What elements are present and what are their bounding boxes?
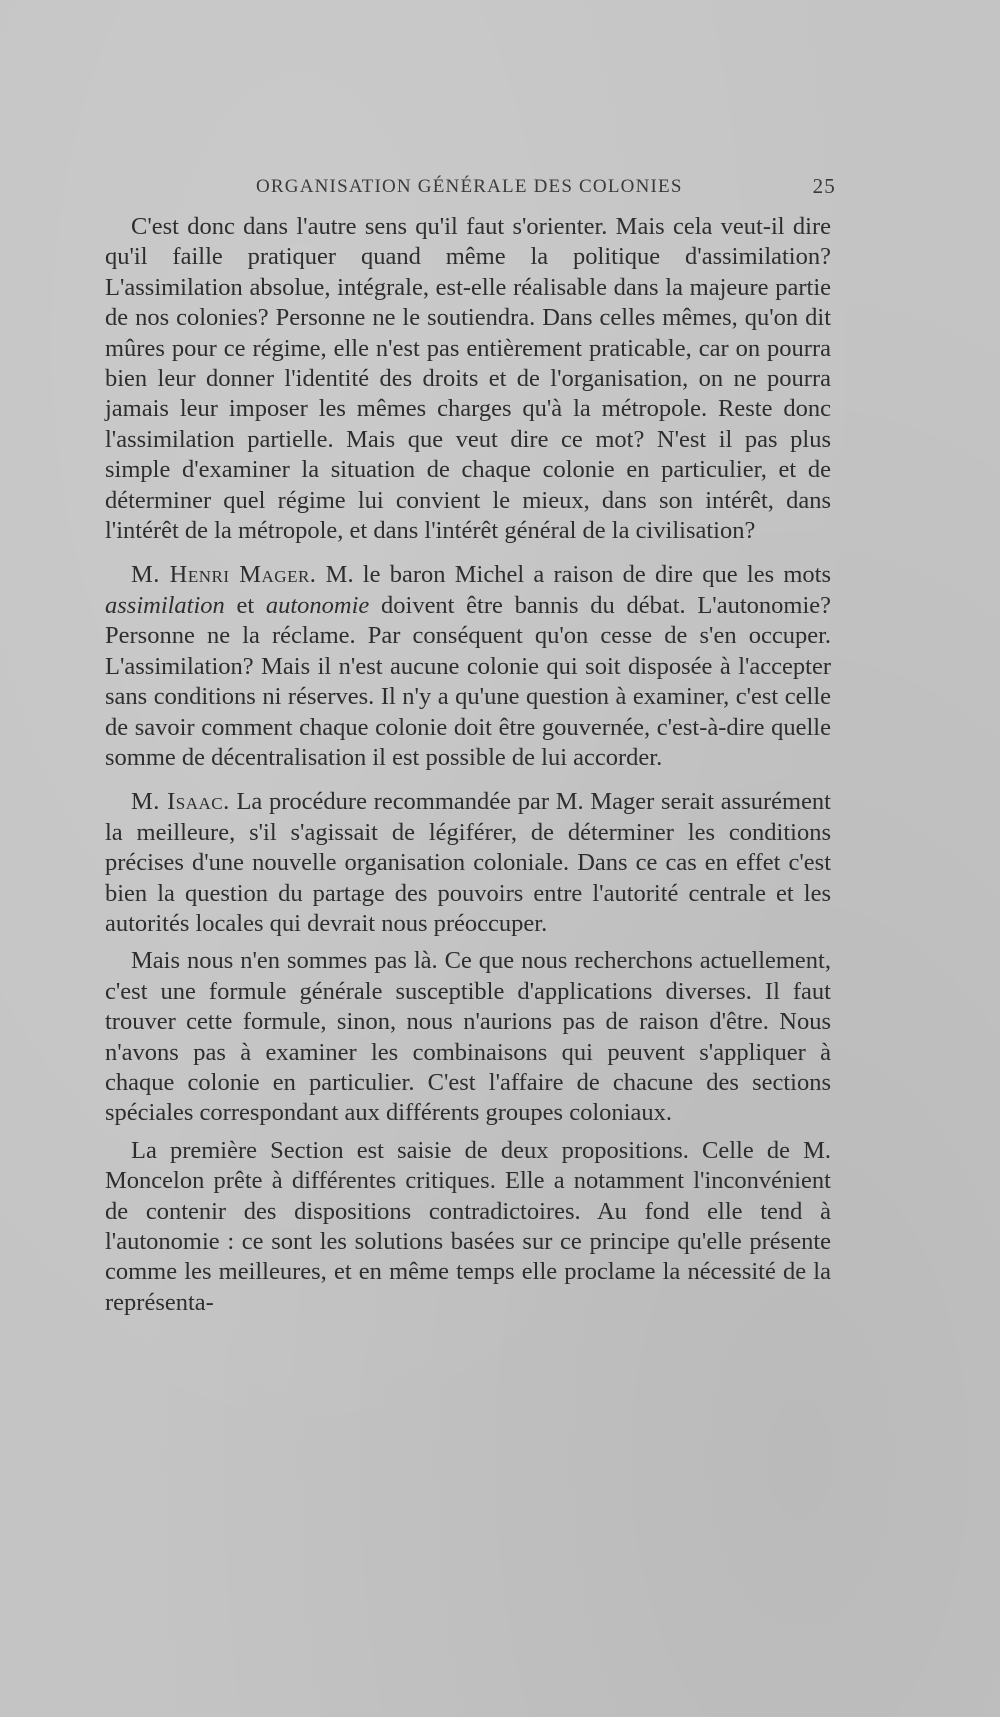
paragraph-2-text-a: M. le baron Michel a raison de dire que les mots — [316, 561, 831, 589]
speaker-name: M. Isaac. — [131, 788, 230, 816]
paragraph-5: La première Section est saisie de deux propositions. Celle de M. Moncelon prête à différentes critiques. Elle a notamment l'inconvénient de contenir des dispositions contradictoires. Au fond elle tend à l'autonomie : ce sont les solutions basées sur ce principe qu'elle présente comme les meilleures, et en même temps elle proclame la nécessité de la représenta- — [105, 1136, 831, 1316]
running-title: ORGANISATION GÉNÉRALE DES COLONIES — [256, 176, 683, 197]
page-header — [256, 176, 836, 198]
italic-term-assimilation: assimilation — [105, 591, 225, 619]
page-number: 25 — [812, 174, 836, 198]
paragraph-3 — [105, 787, 831, 939]
body-text — [105, 212, 831, 1318]
paragraph-2 — [105, 560, 831, 773]
paragraph-2-text-c: doivent être bannis du débat. L'autonomie? Personne ne la réclame. Par conséquent qu'on cesse de s'en occuper. L'assimilation? Mais il n'est aucune colonie qui soit disposée à l'accepter sans conditions ni réserves. Il n'y a qu'une question à examiner, c'est celle de savoir comment chaque colonie doit être gouvernée, c'est-à-dire quelle somme de décentralisation il est possible de lui accorder. — [105, 591, 831, 771]
paragraph-1: C'est donc dans l'autre sens qu'il faut s'orienter. Mais cela veut-il dire qu'il faille pratiquer quand même la politique d'assimilation? L'assimilation absolue, intégrale, est-elle réalisable dans la majeure partie de nos colonies? Personne ne le soutiendra. Dans celles mêmes, qu'on dit mûres pour ce régime, elle n'est pas entièrement praticable, car on pourra bien leur donner l'identité des droits et de l'organisation, on ne pourra jamais leur imposer les mêmes charges qu'à la métropole. Reste donc l'assimilation partielle. Mais que veut dire ce mot? N'est il pas plus simple d'examiner la situation de chaque colonie en particulier, et de déterminer quel régime lui convient le mieux, dans son intérêt, dans l'intérêt de la métropole, et dans l'intérêt général de la civilisation? — [105, 213, 831, 545]
paragraph-3-text: La procédure recommandée par M. Mager serait assurément la meilleure, s'il s'agissait de légiférer, de déterminer les conditions précises d'une nouvelle organisation coloniale. Dans ce cas en effet c'est bien la question du partage des pouvoirs entre l'autorité centrale et les autorités locales qui devrait nous préoccuper. — [105, 788, 831, 937]
paragraph-2-text-b: et — [224, 591, 266, 619]
italic-term-autonomie: autonomie — [265, 591, 370, 619]
paragraph-4: Mais nous n'en sommes pas là. Ce que nous recherchons actuellement, c'est une formule générale susceptible d'applications diverses. Il faut trouver cette formule, sinon, nous n'aurions pas de raison d'être. Nous n'avons pas à examiner les combinaisons qui peuvent s'appliquer à chaque colonie en particulier. C'est l'affaire de chacune des sections spéciales correspondant aux différents groupes coloniaux. — [105, 947, 831, 1127]
speaker-name: M. Henri Mager. — [131, 561, 317, 589]
